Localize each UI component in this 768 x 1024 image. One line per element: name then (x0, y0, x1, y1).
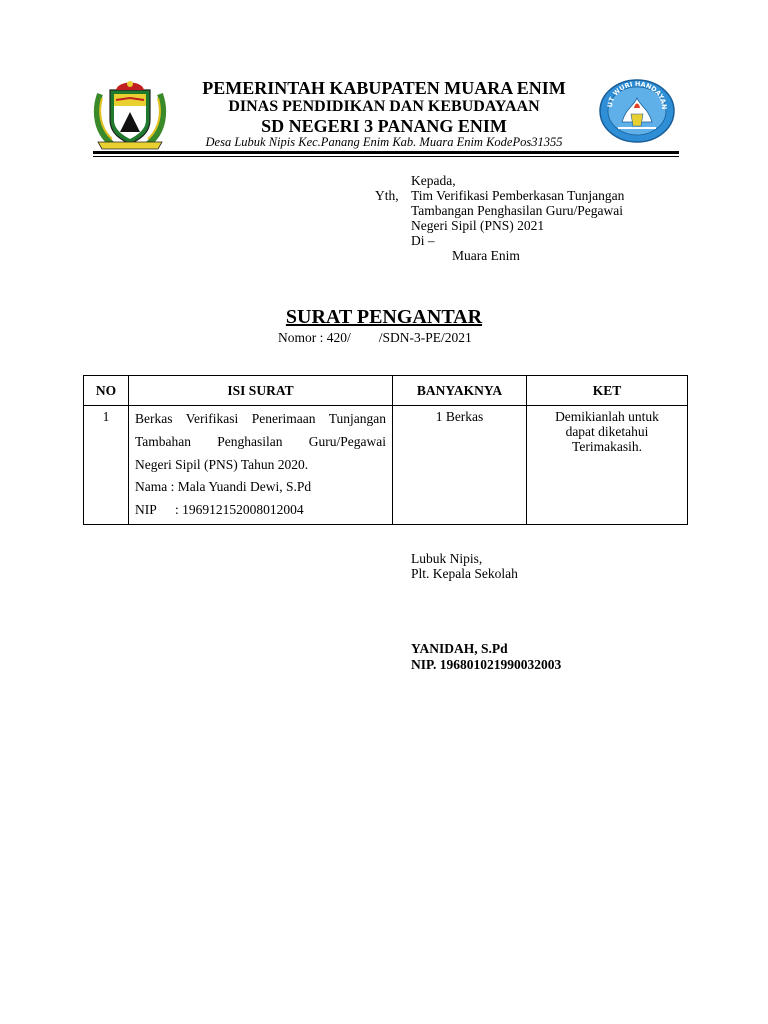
kabupaten-muara-enim-logo (92, 76, 168, 152)
signature-name: YANIDAH, S.Pd (411, 641, 508, 656)
isi-nip-value: : 196912152008012004 (175, 502, 304, 518)
document-table (83, 375, 688, 525)
header-divider-thick (93, 151, 679, 154)
letter-title: SURAT PENGANTAR (285, 306, 483, 328)
letter-number-suffix: /SDN-3-PE/2021 (378, 330, 472, 345)
isi-line: Negeri Sipil (PNS) Tahun 2020. (135, 456, 309, 472)
header-department-title: DINAS PENDIDIKAN DAN KEBUDAYAAN (228, 98, 540, 115)
cell-isi-surat (129, 406, 393, 525)
cell-banyaknya: 1 Berkas (393, 406, 527, 525)
header-government-title: PEMERINTAH KABUPATEN MUARA ENIM (202, 78, 566, 98)
letter-number (278, 330, 472, 346)
ket-line: Demikianlah untuk (555, 409, 659, 424)
table-header-row (84, 376, 688, 406)
recipient-kepada: Kepada, (411, 173, 456, 188)
isi-nip (135, 499, 386, 522)
recipient-yth: Yth, (375, 188, 399, 203)
table-header-ket: KET (527, 376, 688, 406)
tut-wuri-handayani-logo (598, 78, 676, 144)
signature-nip: NIP. 196801021990032003 (411, 657, 562, 672)
recipient-line: Tim Verifikasi Pemberkasan Tunjangan (411, 188, 625, 203)
isi-nip-label: NIP (135, 502, 157, 518)
cell-ket (527, 406, 688, 525)
recipient-line: Tambangan Penghasilan Guru/Pegawai (411, 203, 623, 218)
table-header-isi-surat: ISI SURAT (129, 376, 393, 406)
signature-position: Plt. Kepala Sekolah (411, 566, 518, 581)
recipient-city: Muara Enim (452, 248, 520, 263)
isi-line: Tambahan Penghasilan Guru/Pegawai (135, 433, 386, 449)
letter-number-prefix: Nomor : 420/ (278, 330, 351, 345)
signature-place: Lubuk Nipis, (411, 551, 483, 566)
svg-text:TUT WURI HANDAYANI: UT WURI HANDAYAN (605, 79, 669, 110)
recipient-line: Di – (411, 233, 435, 248)
table-header-no: NO (84, 376, 129, 406)
table-row (84, 406, 688, 525)
cell-no: 1 (84, 406, 129, 525)
isi-line: Berkas Verifikasi Penerimaan Tunjangan (135, 411, 386, 426)
isi-nama: Nama : Mala Yuandi Dewi, S.Pd (135, 479, 312, 495)
ket-line: Terimakasih. (572, 439, 642, 454)
recipient-line: Negeri Sipil (PNS) 2021 (411, 218, 545, 233)
ket-line: dapat diketahui (565, 424, 649, 439)
table-header-banyaknya: BANYAKNYA (393, 376, 527, 406)
header-divider-thin (93, 156, 679, 157)
header-school-name: SD NEGERI 3 PANANG ENIM (261, 116, 507, 136)
header-address: Desa Lubuk Nipis Kec.Panang Enim Kab. Muara Enim KodePos31355 (205, 135, 563, 149)
